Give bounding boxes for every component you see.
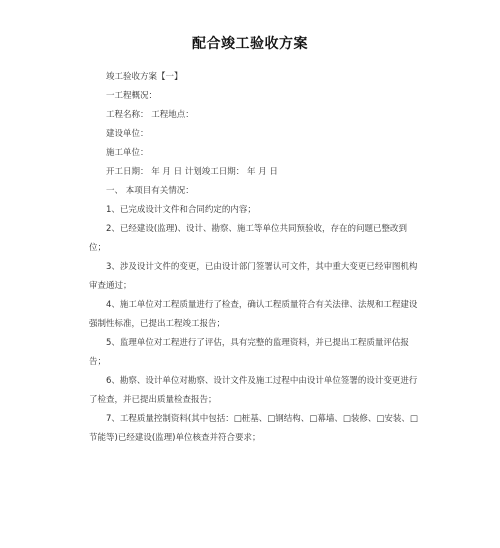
contractor-line: 施工单位： xyxy=(106,148,149,158)
item-3: 3、涉及设计文件的变更，已由设计部门签署认可文件，其中重大变更已经审图机构审查通过； xyxy=(89,262,418,291)
construction-unit-line: 建设单位： xyxy=(106,129,149,139)
item-1: 1、已完成设计文件和合同约定的内容； xyxy=(106,205,256,215)
item-5: 5、监理单位对工程进行了评估，具有完整的监理资料，并已提出工程质量评估报告； xyxy=(89,338,409,367)
project-name-line: 工程名称： 工程地点： xyxy=(106,110,194,120)
dates-line: 开工日期： 年 月 日 计划竣工日期： 年 月 日 xyxy=(106,167,278,177)
project-situation-heading: 一、 本项目有关情况： xyxy=(106,186,194,196)
item-6: 6、勘察、设计单位对勘察、设计文件及施工过程中由设计单位签署的设计变更进行了检查，并已提出质量检查报告； xyxy=(89,376,418,405)
item-2: 2、已经建设(监理)、设计、勘察、施工等单位共同预验收，存在的问题已整改到位； xyxy=(89,224,408,253)
overview-heading: 一工程概况： xyxy=(106,91,158,101)
document-title: 配合竣工验收方案 xyxy=(192,36,308,52)
section-heading: 竣工验收方案【一】 xyxy=(106,72,183,82)
item-7: 7、工程质量控制资料(其中包括：□桩基、□钢结构、□幕墙、□装修、□安装、□节能等)已经建设(监理)单位核查并符合要求； xyxy=(89,414,418,443)
document-body xyxy=(89,68,419,448)
item-4: 4、施工单位对工程质量进行了检查，确认工程质量符合有关法律、法规和工程建设强制性标准，已提出工程竣工报告； xyxy=(89,300,418,329)
